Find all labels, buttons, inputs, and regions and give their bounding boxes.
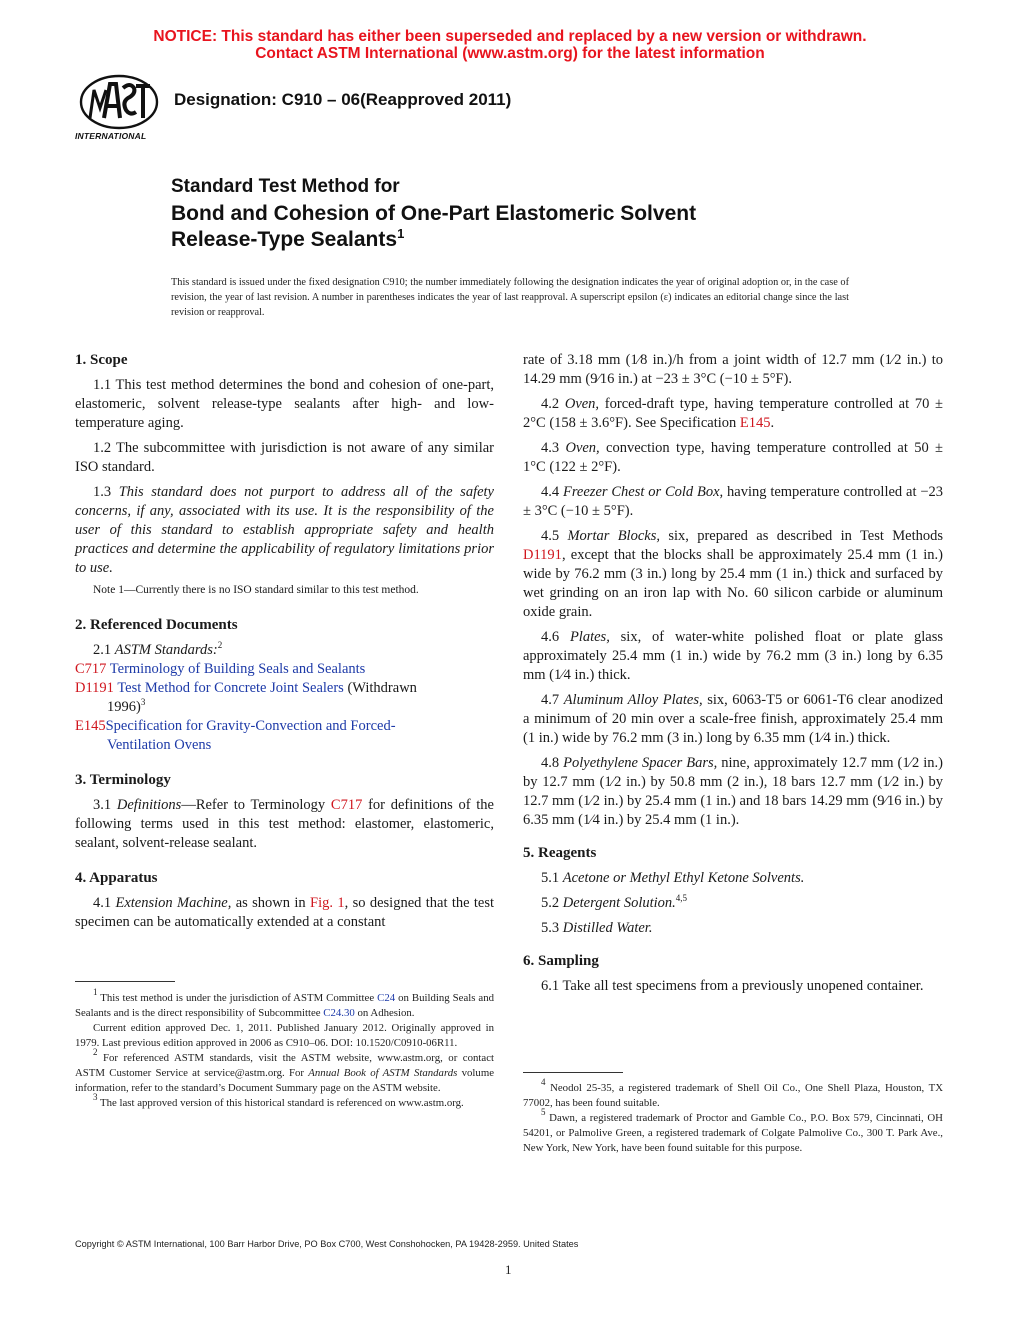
para-4-8: 4.8 Polyethylene Spacer Bars, nine, approximately 12.7 mm (1⁄2 in.) by 12.7 mm (1⁄2 in.) by 50.8 mm (2 in.), 18 bars 12.7 mm (1⁄2 in.) by 12.7 mm (1⁄2 in.) by 25.4 mm (1 in.) and 18 bars 14.29 mm (9⁄16 in.) by 6.35 mm (1⁄4 in.) by 25.4 mm (1 in.).	[523, 755, 944, 828]
para-1-3: 1.3 This standard does not purport to address all of the safety concerns, if any, associated with its use. It is the responsibility of the user of this standard to establish appropriate safety and health practices and determine the applicability of regulatory limitations prior to use.	[75, 484, 494, 576]
para-2-1: 2.1 ASTM Standards:$^2$	[93, 640, 223, 658]
title-line-2: Bond and Cohesion of One-Part Elastomeric Solvent	[171, 202, 697, 225]
para-5-1: 5.1 Acetone or Methyl Ethyl Ketone Solvents.	[541, 870, 805, 886]
para-4-1-cont: rate of 3.18 mm (1⁄8 in.)/h from a joint width of 12.7 mm (1⁄2 in.) to 14.29 mm (9⁄16 in.) at −23 ± 3°C (−10 ± 5°F).	[523, 352, 943, 387]
section-5-heading: 5. Reagents	[523, 845, 597, 861]
footnote-2: $^2$ For referenced ASTM standards, visit the ASTM website, www.astm.org, or contact ASTM Customer Service at service@astm.org. For Annual Book of ASTM Standards volume information, refer to the standard’s Document Summary page on the ASTM website.	[75, 1047, 495, 1094]
note-1: Note 1—Currently there is no ISO standard similar to this test method.	[93, 584, 419, 596]
para-4-3: 4.3 Oven, convection type, having temperature controlled at 50 ± 1°C (122 ± 2°F).	[523, 440, 944, 475]
section-6-heading: 6. Sampling	[523, 953, 599, 969]
para-3-1: 3.1 Definitions—Refer to Terminology C717 for definitions of the following terms used in this test method: elastomer, elastomeric, sealant, solvent-release sealant.	[75, 797, 494, 851]
section-3-heading: 3. Terminology	[75, 772, 171, 788]
para-4-1: 4.1 Extension Machine, as shown in Fig. 1, so designed that the test specimen can be automatically extended at a constant	[75, 895, 495, 930]
footnotes-left	[75, 987, 495, 1111]
notice-line-1: NOTICE: This standard has either been superseded and replaced by a new version or withdrawn.	[153, 28, 867, 45]
para-1-2: 1.2 The subcommittee with jurisdiction is not aware of any similar ISO standard.	[75, 440, 494, 475]
footnote-5: $^5$ Dawn, a registered trademark of Proctor and Gamble Co., P.O. Box 579, Cincinnati, OH 54201, or Palmolive Green, a registered trademark of Colgate Palmolive Co., 300 T. Park Ave., New York, New York, have been found suitable for this purpose.	[523, 1107, 943, 1154]
section-4-heading: 4. Apparatus	[75, 870, 158, 886]
title-main	[171, 201, 811, 253]
para-6-1: 6.1 Take all test specimens from a previously unopened container.	[541, 978, 924, 994]
para-4-7: 4.7 Aluminum Alloy Plates, six, 6063-T5 or 6061-T6 clear anodized a minimum of 20 min over a scale-free finish, approximately 25.4 mm (1 in.) wide by 76.2 mm (3 in.) long by 6.35 mm (1⁄4 in.) thick.	[523, 692, 943, 746]
footnote-rule-right	[523, 1072, 623, 1073]
footnote-1: $^1$ This test method is under the jurisdiction of ASTM Committee C24 on Building Seals and Sealants and is the direct responsibility of Subcommittee C24.30 on Adhesion.	[75, 987, 494, 1019]
ref-c717[interactable]: C717 Terminology of Building Seals and Sealants	[75, 661, 366, 677]
designation: Designation: C910 – 06(Reapproved 2011)	[174, 90, 512, 109]
title-footnote-mark[interactable]: 1	[397, 226, 405, 241]
para-4-4: 4.4 Freezer Chest or Cold Box, having temperature controlled at −23 ± 3°C (−10 ± 5°F).	[523, 484, 943, 519]
ref-e145[interactable]: E145Specification for Gravity-Convection and Forced-	[75, 718, 396, 734]
supersede-notice	[0, 28, 1020, 62]
section-1-heading: 1. Scope	[75, 352, 128, 368]
footnotes-right	[523, 1077, 943, 1156]
link-c717[interactable]: C717	[330, 797, 363, 813]
para-4-2: 4.2 Oven, forced-draft type, having temperature controlled at 70 ± 2°C (158 ± 3.6°F). See Specification E145.	[523, 396, 944, 431]
footnote-4: $^4$ Neodol 25-35, a registered trademark of Shell Oil Co., One Shell Plaza, Houston, TX 77002, has been found suitable.	[523, 1077, 943, 1109]
link-fig-1[interactable]: Fig. 1	[310, 895, 345, 911]
para-1-1: 1.1 This test method determines the bond and cohesion of one-part, elastomeric, solvent release-type sealants after high- and low-temperature aging.	[75, 377, 494, 431]
copyright: Copyright © ASTM International, 100 Barr Harbor Drive, PO Box C700, West Conshohocken, PA 19428-2959. United States	[75, 1239, 579, 1249]
ref-d1191[interactable]: D1191 Test Method for Concrete Joint Sealers (Withdrawn	[75, 680, 417, 696]
ref-e145-cont[interactable]: Ventilation Ovens	[107, 737, 212, 753]
logo-wordmark: INTERNATIONAL	[75, 131, 147, 141]
issuance-statement: This standard is issued under the fixed designation C910; the number immediately following the designation indicates the year of original adoption or, in the case of revision, the year of last revision. A number in parentheses indicates the year of last reapproval. A superscript epsilon (ε) indicates an editorial change since the last revision or reapproval.	[171, 277, 849, 318]
para-4-6: 4.6 Plates, six, of water-white polished float or plate glass approximately 25.4 mm (1 in.) wide by 76.2 mm (3 in.) long by 6.35 mm (1⁄4 in.) thick.	[523, 629, 943, 683]
page-number: 1	[505, 1262, 512, 1277]
title-line-3: Release-Type Sealants$^1$	[171, 226, 405, 251]
para-4-5: 4.5 Mortar Blocks, six, prepared as described in Test Methods D1191, except that the blocks shall be approximately 25.4 mm (1 in.) wide by 76.2 mm (3 in.) long by 25.4 mm (1 in.) thick and surfaced by wet grinding on an iron lap with No. 60 silicon carbide or aluminum oxide grain.	[523, 528, 943, 620]
para-5-2: 5.2 Detergent Solution.$^{4,5}$	[541, 893, 688, 911]
section-2-heading: 2. Referenced Documents	[75, 617, 238, 633]
left-column	[75, 351, 494, 932]
footnote-1-edition: Current edition approved Dec. 1, 2011. Published January 2012. Originally approved in 1979. Last previous edition approved in 2006 as C910–06. DOI: 10.1520/C0910-06R11.	[75, 1022, 494, 1049]
para-5-3: 5.3 Distilled Water.	[541, 920, 653, 936]
footnote-rule-left	[75, 981, 175, 982]
notice-line-2: Contact ASTM International (www.astm.org) for the latest information	[255, 45, 765, 62]
right-column	[523, 351, 943, 996]
title-line-1: Standard Test Method for	[171, 176, 400, 197]
ref-d1191-year: 1996)$^3$	[107, 697, 146, 715]
link-e145[interactable]: E145	[739, 415, 771, 431]
link-d1191[interactable]: D1191	[523, 547, 562, 563]
footnote-3: $^3$ The last approved version of this historical standard is referenced on www.astm.org.	[93, 1092, 464, 1109]
